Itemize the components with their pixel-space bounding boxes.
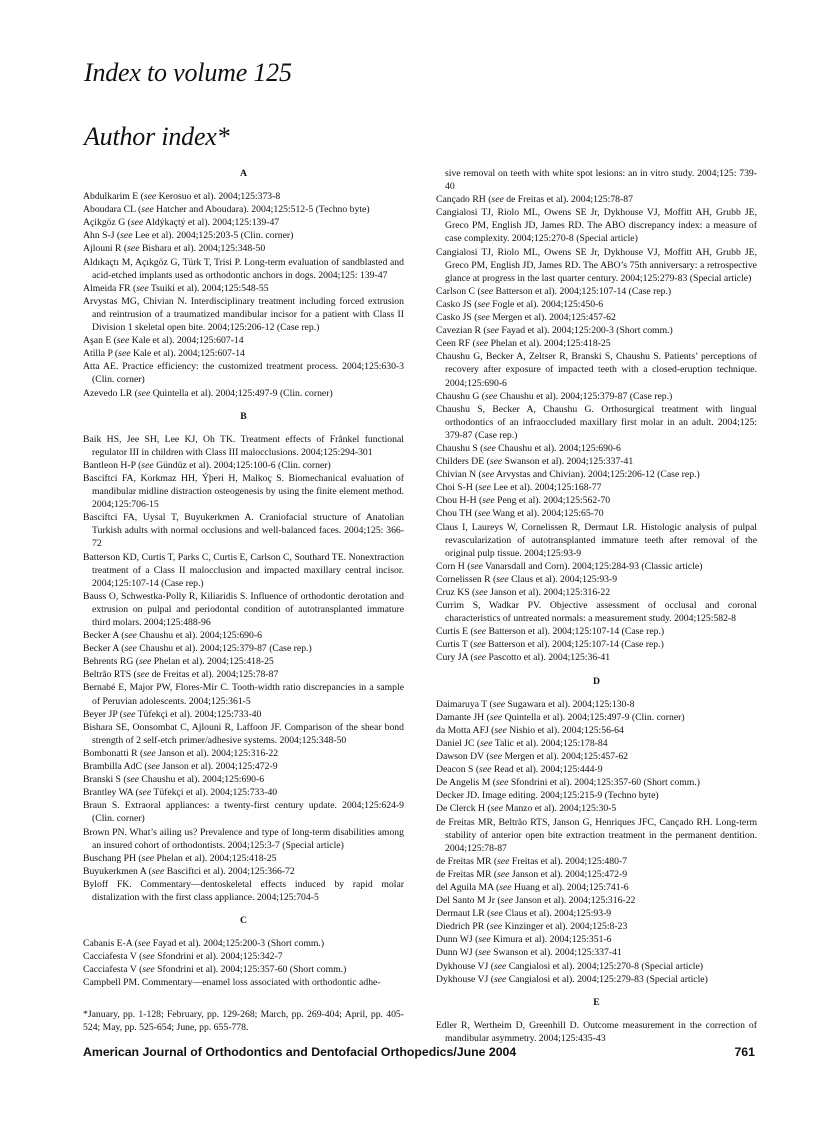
index-entry: Buyukerkmen A (see Basciftci et al). 2004;125:366-72 (83, 865, 295, 877)
index-entry: Brambilla AdC (see Janson et al). 2004;125:472-9 (83, 761, 278, 773)
index-entry: Brown PN. What’s ailing us? Prevalence and type of long-term disabilities among an insured cohort of orthodontists. 2004;125:3-7 (Special article) (83, 826, 404, 851)
index-section (436, 193, 757, 664)
index-section (83, 410, 404, 904)
page-title: Index to volume 125 (84, 58, 292, 87)
index-entry: De Clerck H (see Manzo et al). 2004;125:30-5 (436, 803, 617, 815)
index-entry: Curtis T (see Batterson et al). 2004;125:107-14 (Case rep.) (436, 639, 664, 651)
index-entry: Aboudara CL (see Hatcher and Aboudara). 2004;125:512-5 (Techno byte) (83, 204, 370, 216)
footnote: *January, pp. 1-128; February, pp. 129-268; March, pp. 269-404; April, pp. 405-524; May, pp. 525-654; June, pp. 655-778. (83, 1009, 404, 1034)
index-entry: Beyer JP (see Tüfekçi et al). 2004;125:733-40 (83, 708, 262, 720)
index-entry: Açikgöz G (see Aldýkaçtý et al). 2004;125:139-47 (83, 217, 280, 229)
index-entry: Bernabé E, Major PW, Flores-Mir C. Tooth-width ratio discrepancies in a sample of Peruvian adolescents. 2004;125:361-5 (83, 682, 404, 707)
index-entry: Campbell PM. Commentary—enamel loss associated with orthodontic adhe- (83, 977, 381, 989)
index-entry: Almeida FR (see Tsuiki et al). 2004;125:548-55 (83, 282, 269, 294)
index-entry: Dykhouse VJ (see Cangialosi et al). 2004;125:270-8 (Special article) (436, 960, 703, 972)
index-entry: Abdulkarim E (see Kerosuo et al). 2004;125:373-8 (83, 191, 281, 203)
section-letter: A (240, 168, 247, 179)
index-entry: Cury JA (see Pascotto et al). 2004;125:36-41 (436, 652, 611, 664)
index-entry: Cacciafesta V (see Sfondrini et al). 2004;125:357-60 (Short comm.) (83, 964, 347, 976)
index-entry: Bantleon H-P (see Gündüz et al). 2004;125:100-6 (Clin. corner) (83, 459, 331, 471)
left-column (83, 167, 404, 990)
index-entry: Dawson DV (see Mergen et al). 2004;125:457-62 (436, 751, 629, 763)
index-entry: Behrents RG (see Phelan et al). 2004;125:418-25 (83, 656, 274, 668)
index-entry: Atta AE. Practice efficiency: the customized treatment process. 2004;125:630-3 (Clin. corner) (83, 361, 404, 386)
index-entry: Casko JS (see Fogle et al). 2004;125:450-6 (436, 298, 604, 310)
index-entry: Cangialosi TJ, Riolo ML, Owens SE Jr, Dykhouse VJ, Moffitt AH, Grubb JE, Greco PM, English JD, James RD. The ABO’s 75th anniversary: a retrospective glance at progress in the last quarter century. 2004;125:279-83 (Special article) (436, 246, 757, 284)
page-number: 761 (734, 1045, 755, 1059)
index-entry: Aşan E (see Kale et al). 2004;125:607-14 (83, 335, 244, 347)
index-entry: Arvystas MG, Chivian N. Interdisciplinary treatment including forced extrusion and reintrusion of a traumatized mandibular incisor for a patient with Class II Division 1 skeletal open bite. 2004;125:206-12 (Case rep.) (83, 295, 404, 334)
section-letter: C (240, 915, 247, 927)
index-entry: Corn H (see Vanarsdall and Corn). 2004;125:284-93 (Classic article) (436, 560, 703, 572)
index-entry: de Freitas MR, Beltrão RTS, Janson G, Henriques JFC, Cançado RH. Long-term stability of anterior open bite extraction treatment in the permanent dentition. 2004;125:78-87 (436, 816, 757, 854)
index-entry: Braun S. Extraoral appliances: a twenty-first century update. 2004;125:624-9 (Clin. corner) (83, 800, 404, 825)
index-entry: Chaushu G (see Chaushu et al). 2004;125:379-87 (Case rep.) (436, 390, 673, 402)
journal-name: American Journal of Orthodontics and Dentofacial Orthopedics/June 2004 (83, 1045, 517, 1059)
index-entry: da Motta AFJ (see Nishio et al). 2004;125:56-64 (436, 724, 624, 736)
section-letter: B (240, 410, 247, 422)
index-entry: Becker A (see Chaushu et al). 2004;125:379-87 (Case rep.) (83, 643, 312, 655)
index-entry: Chaushu S, Becker A, Chaushu G. Orthosurgical treatment with lingual orthodontics of an infraoccluded maxillary first molar in an adult. 2004;125: 379-87 (Case rep.) (436, 403, 757, 441)
index-entry: Bombonatti R (see Janson et al). 2004;125:316-22 (83, 747, 279, 759)
index-entry: Bauss O, Schwestka-Polly R, Kiliaridis S. Influence of orthodontic derotation and extrusion on pulpal and periodontal condition of autotransplanted immature third molars. 2004;125:488-96 (83, 590, 404, 628)
index-entry: Curtis E (see Batterson et al). 2004;125:107-14 (Case rep.) (436, 626, 665, 638)
index-entry: Azevedo LR (see Quintella et al). 2004;125:497-9 (Clin. corner) (83, 387, 333, 399)
index-entry: Carlson C (see Batterson et al). 2004;125:107-14 (Case rep.) (436, 285, 672, 297)
index-entry: Damante JH (see Quintella et al). 2004;125:497-9 (Clin. corner) (436, 711, 685, 723)
index-entry: Chou H-H (see Peng et al). 2004;125:562-70 (436, 495, 611, 507)
index-entry: Atilla P (see Kale et al). 2004;125:607-14 (83, 348, 245, 360)
index-entry: Chaushu G, Becker A, Zeltser R, Branski S, Chaushu S. Patients’ perceptions of recovery after exposure of impacted teeth with a closed-eruption technique. 2004;125:690-6 (436, 351, 757, 389)
index-entry: Chaushu S (see Chaushu et al). 2004;125:690-6 (436, 442, 621, 454)
index-section (436, 996, 757, 1045)
index-entry: De Angelis M (see Sfondrini et al). 2004;125:357-60 (Short comm.) (436, 777, 700, 789)
page-footer (83, 1045, 755, 1059)
index-entry: Baik HS, Jee SH, Lee KJ, Oh TK. Treatment effects of Frãnkel functional regulator III in children with Class III malocclusions. 2004;125:294-301 (83, 433, 404, 458)
index-entry: Beltrão RTS (see de Freitas et al). 2004;125:78-87 (83, 669, 279, 681)
index-entry: Del Santo M Jr (see Janson et al). 2004;125:316-22 (436, 895, 636, 907)
index-entry: Ceen RF (see Phelan et al). 2004;125:418-25 (436, 338, 611, 350)
index-entry: Daniel JC (see Talic et al). 2004;125:178-84 (436, 737, 608, 749)
index-entry: Bishara SE, Oonsombat C, Ajlouni R, Laffoon JF. Comparison of the shear bond strength of 2 self-etch primer/adhesive systems. 2004;125:348-50 (83, 721, 404, 746)
index-entry: Deacon S (see Read et al). 2004;125:444-9 (436, 764, 603, 776)
index-entry: Batterson KD, Curtis T, Parks C, Curtis E, Carlson C, Southard TE. Nonextraction treatment of a Class II malocclusion and impacted maxillary central incisor. 2004;125:107-14 (Case rep.) (83, 551, 404, 589)
index-entry: Edler R, Wertheim D, Greenhill D. Outcome measurement in the correction of mandibular asymmetry. 2004;125:435-43 (436, 1019, 757, 1044)
index-entry: Byloff FK. Commentary—dentoskeletal effects induced by rapid molar distalization with the first class appliance. 2004;125:704-5 (83, 878, 404, 903)
index-entry: Cruz KS (see Janson et al). 2004;125:316-22 (436, 587, 611, 598)
index-entry: Branski S (see Chaushu et al). 2004;125:690-6 (83, 774, 265, 786)
section-letter: D (593, 675, 600, 687)
index-subtitle: Author index* (84, 122, 230, 151)
index-entry: Basciftci FA, Korkmaz HH, Ýþeri H, Malkoç S. Biomechanical evaluation of mandibular midline distraction osteogenesis by using the finite element method. 2004;125:706-15 (83, 472, 404, 511)
index-entry: Chivian N (see Arvystas and Chivian). 2004;125:206-12 (Case rep.) (436, 469, 700, 481)
index-entry: Ajlouni R (see Bishara et al). 2004;125:348-50 (83, 243, 266, 255)
index-entry: de Freitas MR (see Freitas et al). 2004;125:480-7 (436, 855, 628, 867)
index-section (436, 675, 757, 986)
index-entry: del Aguila MA (see Huang et al). 2004;125:741-6 (436, 881, 629, 893)
index-entry: Dunn WJ (see Swanson et al). 2004;125:337-41 (436, 947, 622, 959)
index-entry: Brantley WA (see Tüfekçi et al). 2004;125:733-40 (83, 787, 278, 799)
index-entry: Cabanis E-A (see Fayad et al). 2004;125:200-3 (Short comm.) (83, 938, 325, 950)
index-entry: Cacciafesta V (see Sfondrini et al). 2004;125:342-7 (83, 951, 283, 963)
index-entry: Cavezian R (see Fayad et al). 2004;125:200-3 (Short comm.) (436, 325, 673, 337)
index-entry: Basciftci FA, Uysal T, Buyukerkmen A. Craniofacial structure of Anatolian Turkish adults with normal occlusions and well-balanced faces. 2004;125: 366-72 (83, 512, 404, 550)
index-entry: Currim S, Wadkar PV. Objective assessment of occlusal and coronal characteristics of untreated normals: a measurement study. 2004;125:582-8 (436, 600, 757, 625)
index-section (83, 914, 404, 989)
index-entry: Dunn WJ (see Kimura et al). 2004;125:351-6 (436, 934, 612, 946)
index-entry: Diedrich PR (see Kinzinger et al). 2004;125:8-23 (436, 921, 628, 933)
index-entry: Cançado RH (see de Freitas et al). 2004;125:78-87 (436, 194, 633, 206)
index-entry: Claus I, Laureys W, Cornelissen R, Dermaut LR. Histologic analysis of pulpal revascularization of autotransplanted immature teeth after removal of the original pulp tissue. 2004;125:93-9 (436, 521, 757, 559)
index-entry: Dykhouse VJ (see Cangialosi et al). 2004;125:279-83 (Special article) (436, 973, 708, 985)
index-entry: Cangialosi TJ, Riolo ML, Owens SE Jr, Dykhouse VJ, Moffitt AH, Grubb JE, Greco PM, English JD, James RD. The ABO discrepancy index: a measure of case complexity. 2004;125:270-8 (Special article) (436, 207, 757, 245)
index-entry: Casko JS (see Mergen et al). 2004;125:457-62 (436, 312, 616, 324)
right-column (436, 167, 757, 1045)
index-entry: Dermaut LR (see Claus et al). 2004;125:93-9 (436, 908, 612, 920)
index-entry: Aldıkaçtı M, Açıkgöz G, Türk T, Trisi P. Long-term evaluation of sandblasted and acid-etched implants used as orthodontic anchors in dogs. 2004;125: 139-47 (83, 256, 404, 281)
continued-entry: sive removal on teeth with white spot lesions: an in vitro study. 2004;125: 739-40 (445, 168, 757, 193)
index-section (83, 167, 404, 400)
index-entry: Decker JD. Image editing. 2004;125:215-9 (Techno byte) (436, 790, 659, 802)
index-entry: Childers DE (see Swanson et al). 2004;125:337-41 (436, 456, 634, 468)
index-entry: Chou TH (see Wang et al). 2004;125:65-70 (436, 508, 604, 520)
index-entry: Choi S-H (see Lee et al). 2004;125:168-77 (436, 482, 602, 494)
section-letter: E (593, 996, 600, 1008)
index-entry: Buschang PH (see Phelan et al). 2004;125:418-25 (83, 852, 277, 864)
index-entry: Ahn S-J (see Lee et al). 2004;125:203-5 (Clin. corner) (83, 230, 294, 242)
index-entry: de Freitas MR (see Janson et al). 2004;125:472-9 (436, 868, 628, 880)
index-entry: Daimaruya T (see Sugawara et al). 2004;125:130-8 (436, 698, 635, 710)
index-entry: Cornelissen R (see Claus et al). 2004;125:93-9 (436, 573, 618, 585)
index-entry: Becker A (see Chaushu et al). 2004;125:690-6 (83, 630, 262, 642)
